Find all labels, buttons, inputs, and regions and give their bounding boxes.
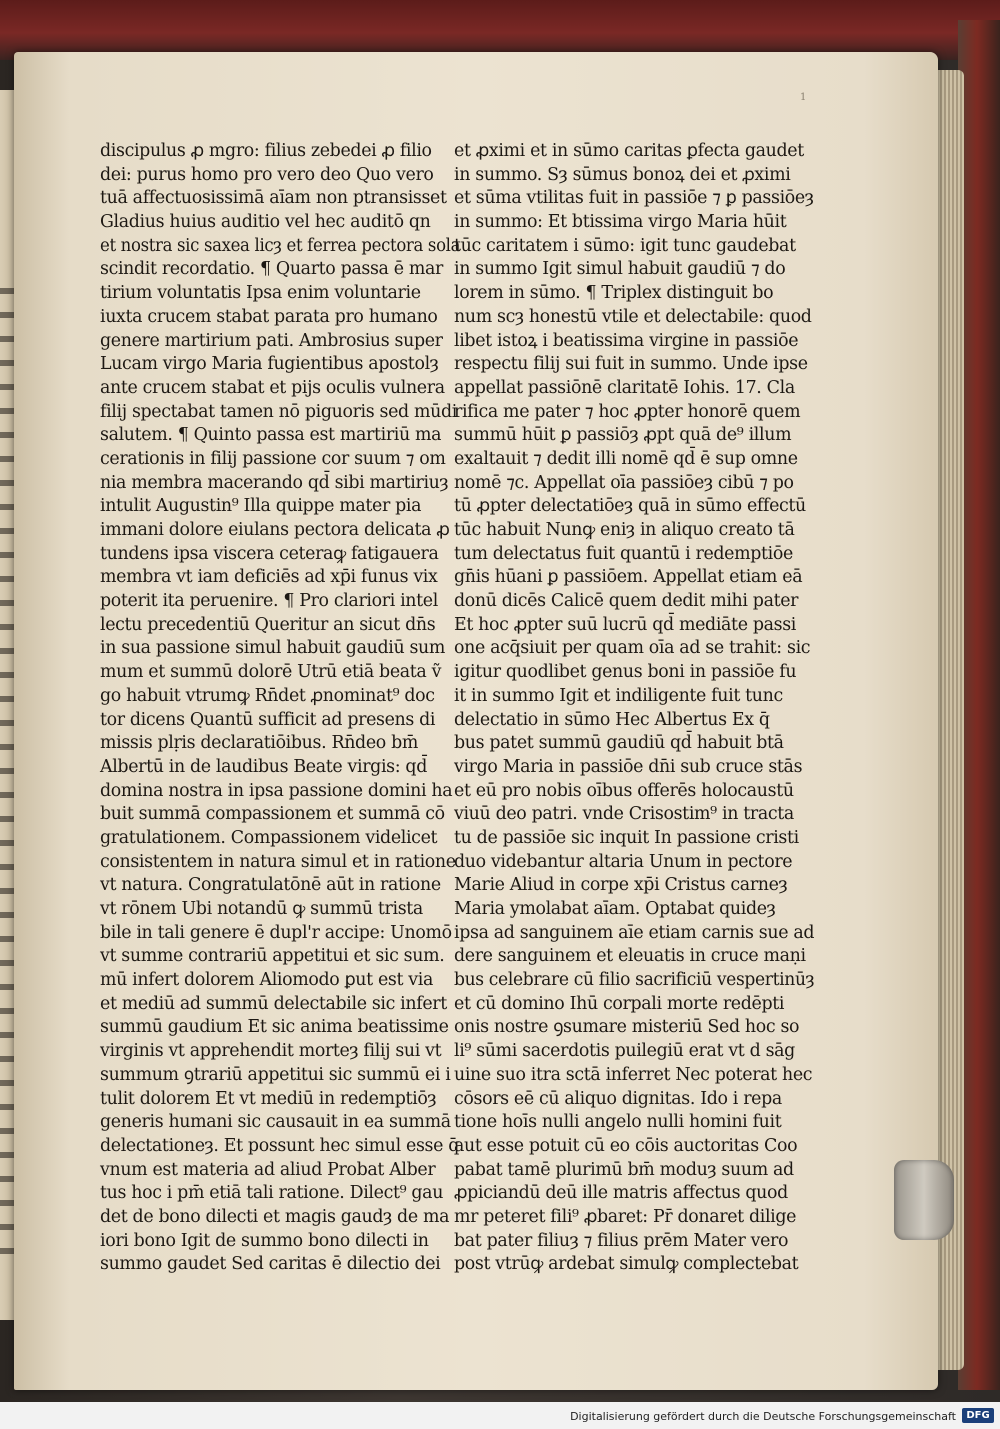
page-clip-tab [894, 1160, 954, 1240]
text-line: iori bono Igit de summo bono dilecti in [100, 1230, 429, 1251]
text-line: cerationis in filij passione cor suum ⁊ om [100, 448, 446, 469]
text-line: gratulationem. Compassionem videlicet [100, 827, 438, 848]
text-line: summū gaudium Et sic anima beatissime [100, 1017, 449, 1038]
text-line: tus hoc i pm̄ etiā tali ratione. Dilect⁹ gau [100, 1183, 444, 1204]
text-line: mr peteret fili⁹ ꝓbaret: Pr̄ donaret dilige [454, 1206, 797, 1227]
text-line: iuxta crucem stabat parata pro humano [100, 306, 438, 327]
text-line: tor dicens Quantū sufficit ad presens di [100, 709, 436, 730]
text-line: delectatio in sūmo Hec Albertus Ex q̄ [454, 709, 770, 730]
text-line: tuā affectuosissimā aīam non ptransisset [100, 188, 447, 209]
text-line: in summo: Et btissima virgo Maria hūit [454, 212, 787, 233]
text-line: salutem. ¶ Quinto passa est martiriū ma [100, 425, 442, 446]
text-line: et eū pro nobis oībus offerēs holocaustū [454, 780, 794, 801]
text-line: membra vt iam deficiēs ad xp̄i funus vix [100, 567, 438, 588]
text-line: rifica me pater ⁊ hoc ꝓpter honorē quem [454, 401, 801, 422]
text-line: tione hoīs nulli angelo nulli homini fuit [454, 1112, 782, 1133]
text-line: consistentem in natura simul et in ratione [100, 851, 456, 872]
text-line: lorem in sūmo. ¶ Triplex distinguit bo [454, 283, 774, 304]
right-text-column [454, 140, 814, 1277]
text-line: discipulus ꝓ mgro: filius zebedei ꝓ filio [100, 141, 432, 161]
left-text-column [100, 140, 460, 1277]
text-line: missis plṛis declaratiōibus. Rn̄deo bm̄ [100, 733, 418, 754]
text-line: et mediū ad summū delectabile sic infert [100, 993, 447, 1014]
text-line: Lucam virgo Maria fugientibus apostolȝ [100, 354, 439, 375]
text-line: mū infert dolorem Aliomodo ꝑut est via [100, 970, 433, 991]
text-line: li⁹ sūmi sacerdotis puilegiū erat vt d sāg [454, 1041, 795, 1062]
text-line: det de bono dilecti et magis gaudȝ de ma [100, 1206, 450, 1227]
folio-mark: 1 [800, 92, 807, 103]
text-line: dei: purus homo pro vero deo Quo vero [100, 164, 434, 185]
text-line: respectu filij sui fuit in summo. Unde ipse [454, 354, 808, 375]
text-line: libet istoꝝ i beatissima virgine in passiōe [454, 330, 799, 351]
text-line: bus patet summū gaudiū qd̄ habuit btā [454, 733, 784, 754]
text-line: cōsors eē cū aliquo dignitas. Ido i repa [454, 1088, 782, 1109]
text-line: duo videbantur altaria Unum in pectore [454, 851, 793, 872]
text-line: virginis vt apprehendit morteȝ filij sui vt [100, 1041, 442, 1062]
text-line: lectu precedentiū Queritur an sicut dn̄s [100, 614, 436, 635]
text-line: summo gaudet Sed caritas ē dilectio dei [100, 1254, 441, 1275]
text-line: tirium voluntatis Ipsa enim voluntarie [100, 283, 421, 304]
text-line: intulit Augustin⁹ Illa quippe mater pia [100, 496, 422, 517]
book-cover-right [958, 20, 1000, 1390]
text-line: tum delectatus fuit quantū i redemptiōe [454, 543, 793, 564]
text-line: bat pater filiuȝ ⁊ filius prēm Mater vero [454, 1230, 789, 1251]
text-line: nia membra macerando qd̄ sibi martiriuȝ [100, 472, 449, 493]
text-line: viuū deo patri. vnde Crisostim⁹ in tracta [454, 804, 794, 825]
text-line: in summo. Sȝ sūmus bonoꝝ dei et ꝓximi [454, 164, 791, 185]
text-line: in summo Igit simul habuit gaudiū ⁊ do [454, 259, 786, 280]
text-line: summum ꝯtrariū appetitui sic summū ei i [100, 1064, 451, 1085]
footer-bar [0, 1402, 1000, 1429]
book-page [14, 52, 938, 1390]
text-line: buit summā compassionem et summā cō [100, 804, 445, 825]
text-line: domina nostra in ipsa passione domini ha [100, 780, 453, 801]
dfg-credit-text: Digitalisierung gefördert durch die Deutsche Forschungsgemeinschaft [570, 1410, 956, 1423]
text-line: it in summo Igit et indiligente fuit tunc [454, 685, 783, 706]
text-line: gn̄is hūani ꝑ passiōem. Appellat etiam eā [454, 567, 803, 588]
text-line: post vtrūꝙ ardebat simulꝙ complectebat [454, 1254, 799, 1275]
text-line: vt rōnem Ubi notandū ꝙ summū trista [100, 899, 423, 919]
text-line: tūc caritatem i sūmo: igit tunc gaudebat [454, 235, 796, 256]
text-line: tūc habuit Nunꝙ eniȝ in aliquo creato tā [454, 520, 795, 540]
book-cover-top [0, 0, 1000, 60]
text-line: ipsa ad sanguinem aīe etiam carnis sue ad [454, 922, 815, 943]
text-line: vt natura. Congratulatōnē aūt in ratione [100, 875, 441, 896]
text-line: vnum est materia ad aliud Probat Alber [100, 1159, 436, 1180]
text-line: uine suo itra sctā inferret Nec poterat hec [454, 1064, 813, 1085]
text-line: exaltauit ⁊ dedit illi nomē qd̄ ē sup omne [454, 448, 798, 469]
text-line: et nostra sic saxea licȝ et ferrea pectora sola [100, 235, 461, 256]
text-line: go habuit vtrumꝙ Rn̄det ꝓnominat⁹ doc [100, 685, 435, 706]
text-line: genere martirium pati. Ambrosius super [100, 330, 443, 351]
text-line: bile in tali genere ē dupl'r accipe: Unomō [100, 922, 452, 943]
text-line: Albertū in de laudibus Beate virgis: qd̄ [100, 756, 427, 777]
text-line: immani dolore eiulans pectora delicata ꝓ [100, 520, 450, 540]
text-line: ꝓpiciandū deū ille matris affectus quod [454, 1183, 788, 1204]
text-line: dere sanguinem et eleuatis in cruce maṇi [454, 946, 806, 967]
text-line: pabat tamē plurimū bm̄ moduȝ suum ad [454, 1159, 794, 1180]
text-line: Gladius huius auditio vel hec auditō qn [100, 212, 431, 233]
text-line: nomē ⁊c. Appellat oīa passiōeȝ cibū ⁊ po [454, 472, 794, 493]
text-line: in sua passione simul habuit gaudiū sum [100, 638, 446, 659]
text-line: num scȝ honestū vtile et delectabile: quod [454, 306, 812, 327]
text-line: onis nostre ꝯsumare misteriū Sed hoc so [454, 1017, 800, 1038]
text-line: tundens ipsa viscera ceteraꝙ fatigauera [100, 543, 439, 564]
text-line: tū ꝓpter delectatiōeȝ quā in sūmo effectū [454, 496, 806, 517]
text-line: appellat passiōnē claritatē Iohis. 17. Cla [454, 377, 795, 398]
text-line: Et hoc ꝓpter suū lucrū qd̄ mediāte passi [454, 614, 796, 635]
text-line: tu de passiōe sic inquit In passione cristi [454, 827, 799, 848]
text-line: delectationeȝ. Et possunt hec simul esse q̄ [100, 1135, 460, 1156]
text-line: summū hūit ꝑ passiōȝ ꝓpt quā de⁹ illum [454, 425, 792, 446]
text-line: et sūma vtilitas fuit in passiōe ⁊ ꝑ passiōeȝ [454, 188, 814, 209]
text-line: scindit recordatio. ¶ Quarto passa ē mar [100, 259, 443, 280]
text-line: et cū domino Ihū corpali morte redēpti [454, 993, 785, 1014]
dfg-logo: DFG [962, 1408, 994, 1423]
text-line: generis humani sic causauit in ea summā [100, 1112, 451, 1133]
text-line: vt summe contrariū appetitui et sic sum. [100, 946, 445, 967]
text-line: igitur quodlibet genus boni in passiōe fu [454, 662, 797, 683]
text-line: donū dicēs Calicē quem dedit mihi pater [454, 591, 799, 612]
text-line: Maria ymolabat aīam. Optabat quideȝ [454, 899, 776, 919]
text-line: tulit dolorem Et vt mediū in redemptiōȝ [100, 1088, 437, 1109]
text-line: mum et summū dolorē Utrū etiā beata ṽ [100, 662, 442, 683]
text-line: bus celebrare cū filio sacrificiū vespertinūȝ [454, 970, 815, 991]
text-line: aut esse potuit cū eo cōis auctoritas Coo [454, 1135, 798, 1156]
text-line: poterit ita peruenire. ¶ Pro clariori intel [100, 591, 438, 612]
text-line: virgo Maria in passiōe dn̄i sub cruce stās [454, 756, 803, 777]
text-line: et ꝓximi et in sūmo caritas ꝑfecta gaudet [454, 141, 804, 161]
text-line: one acq̄siuit per quam oīa ad se trahit: sic [454, 638, 811, 659]
text-line: Marie Aliud in corpe xp̄i Cristus carneȝ [454, 875, 788, 896]
text-line: filij spectabat tamen nō piguoris sed mūdi [100, 401, 457, 422]
text-line: ante crucem stabat et pijs oculis vulnera [100, 377, 445, 398]
